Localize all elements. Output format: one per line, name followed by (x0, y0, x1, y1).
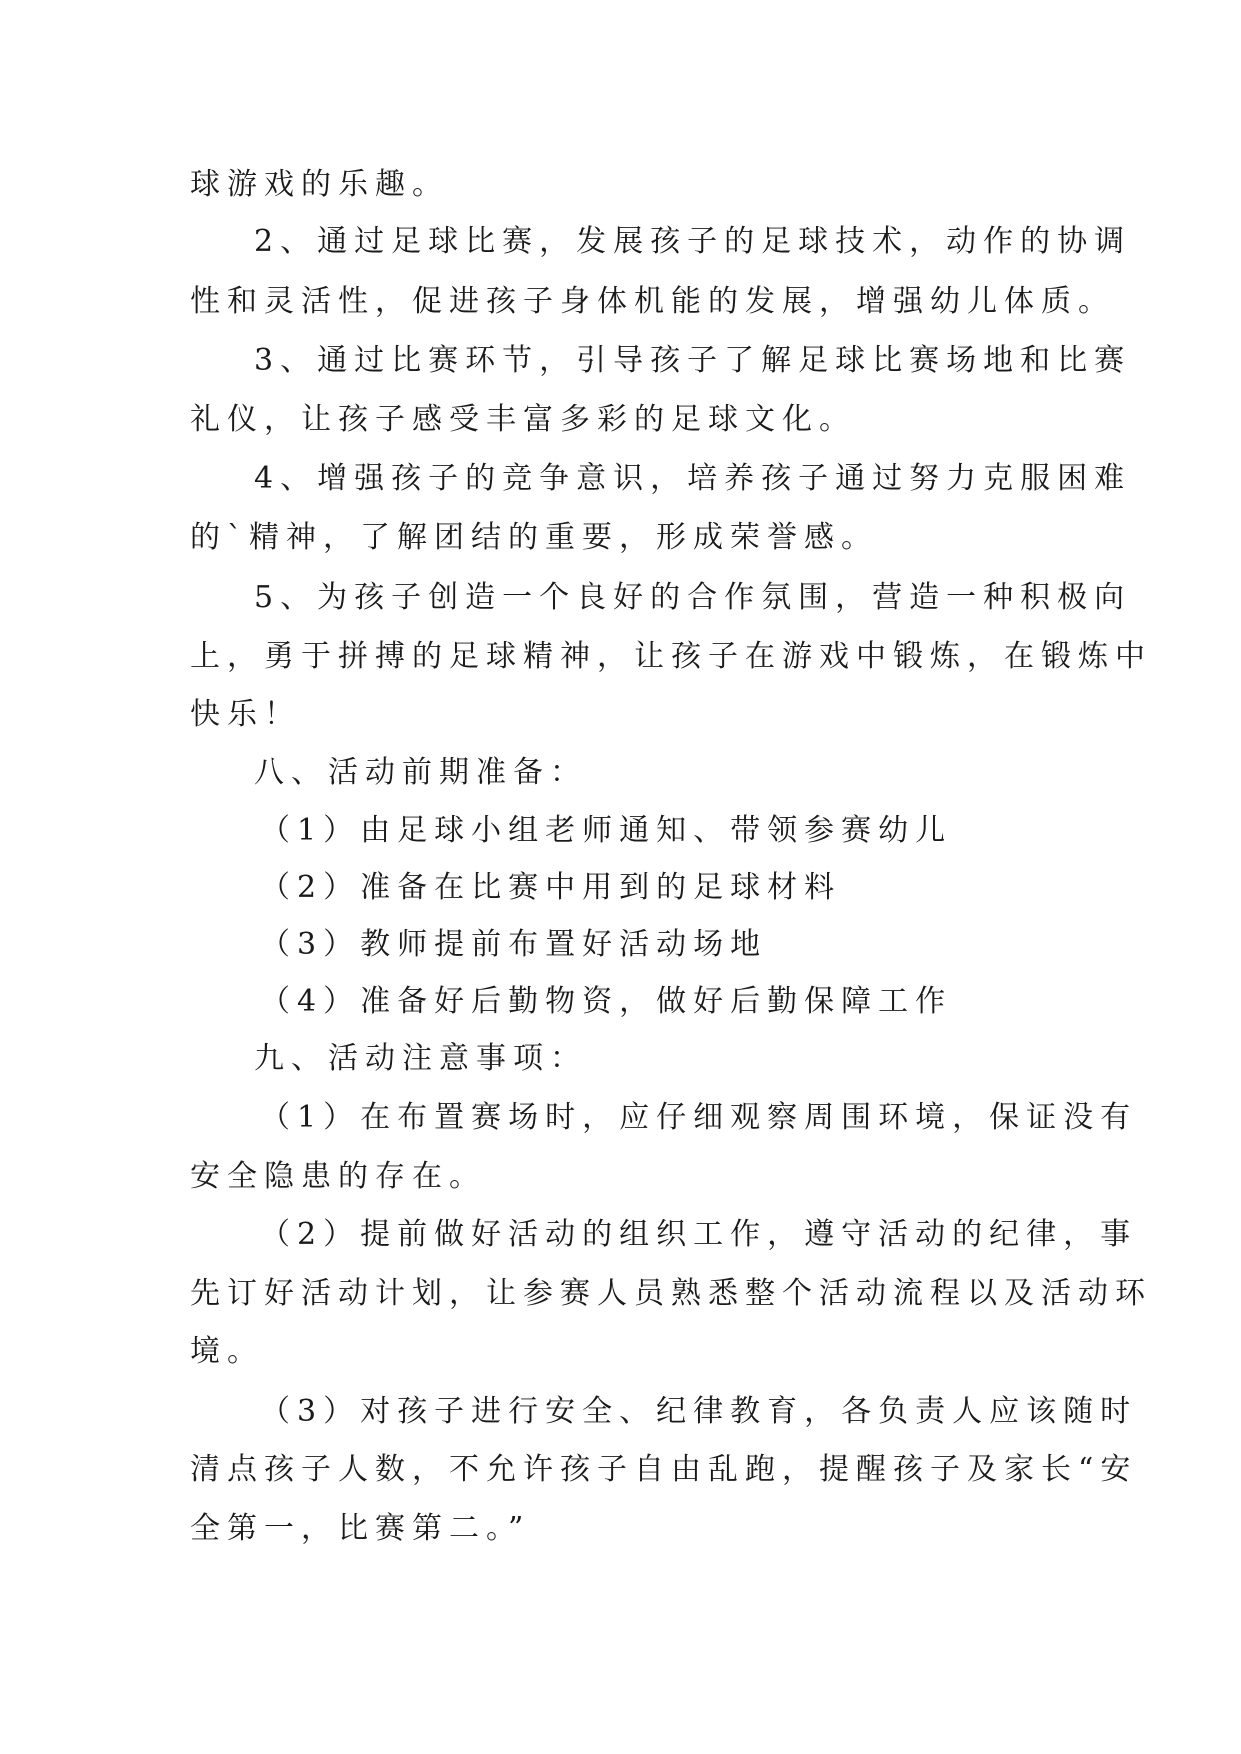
prep-item-4: （4）准备好后勤物资，做好后勤保障工作 (260, 984, 953, 1019)
note-2-line-3: 境。 (190, 1334, 264, 1369)
note-1-line-2: 安全隐患的存在。 (190, 1159, 486, 1194)
goal-5-line-1: 5、为孩子创造一个良好的合作氛围，营造一种积极向 (254, 580, 1132, 615)
note-3-line-1: （3）对孩子进行安全、纪律教育，各负责人应该随时 (260, 1394, 1138, 1429)
goal-3-line-1: 3、通过比赛环节，引导孩子了解足球比赛场地和比赛 (254, 343, 1132, 378)
note-3-line-3: 全第一，比赛第二。” (190, 1511, 531, 1546)
goal-2-line-2: 性和灵活性，促进孩子身体机能的发展，增强幼儿体质。 (190, 284, 1115, 319)
paragraph-line-1: 球游戏的乐趣。 (190, 167, 449, 202)
prep-item-1: （1）由足球小组老师通知、带领参赛幼儿 (260, 813, 953, 848)
goal-4-line-2: 的`精神，了解团结的重要，形成荣誉感。 (190, 520, 878, 555)
note-2-line-2: 先订好活动计划，让参赛人员熟悉整个活动流程以及活动环 (190, 1276, 1152, 1311)
section-8-heading: 八、活动前期准备： (254, 755, 587, 790)
goal-5-line-2: 上，勇于拼搏的足球精神，让孩子在游戏中锻炼，在锻炼中 (190, 639, 1152, 674)
goal-2-line-1: 2、通过足球比赛，发展孩子的足球技术，动作的协调 (254, 224, 1132, 259)
goal-4-line-1: 4、增强孩子的竞争意识，培养孩子通过努力克服困难 (254, 461, 1132, 496)
note-3-line-2: 清点孩子人数，不允许孩子自由乱跑，提醒孩子及家长“安 (190, 1452, 1138, 1487)
prep-item-2: （2）准备在比赛中用到的足球材料 (260, 870, 842, 905)
note-1-line-1: （1）在布置赛场时，应仔细观察周围环境，保证没有 (260, 1100, 1138, 1135)
section-9-heading: 九、活动注意事项： (254, 1041, 587, 1076)
note-2-line-1: （2）提前做好活动的组织工作，遵守活动的纪律，事 (260, 1217, 1138, 1252)
prep-item-3: （3）教师提前布置好活动场地 (260, 927, 768, 962)
goal-5-line-3: 快乐！ (190, 697, 301, 732)
goal-3-line-2: 礼仪，让孩子感受丰富多彩的足球文化。 (190, 402, 856, 437)
